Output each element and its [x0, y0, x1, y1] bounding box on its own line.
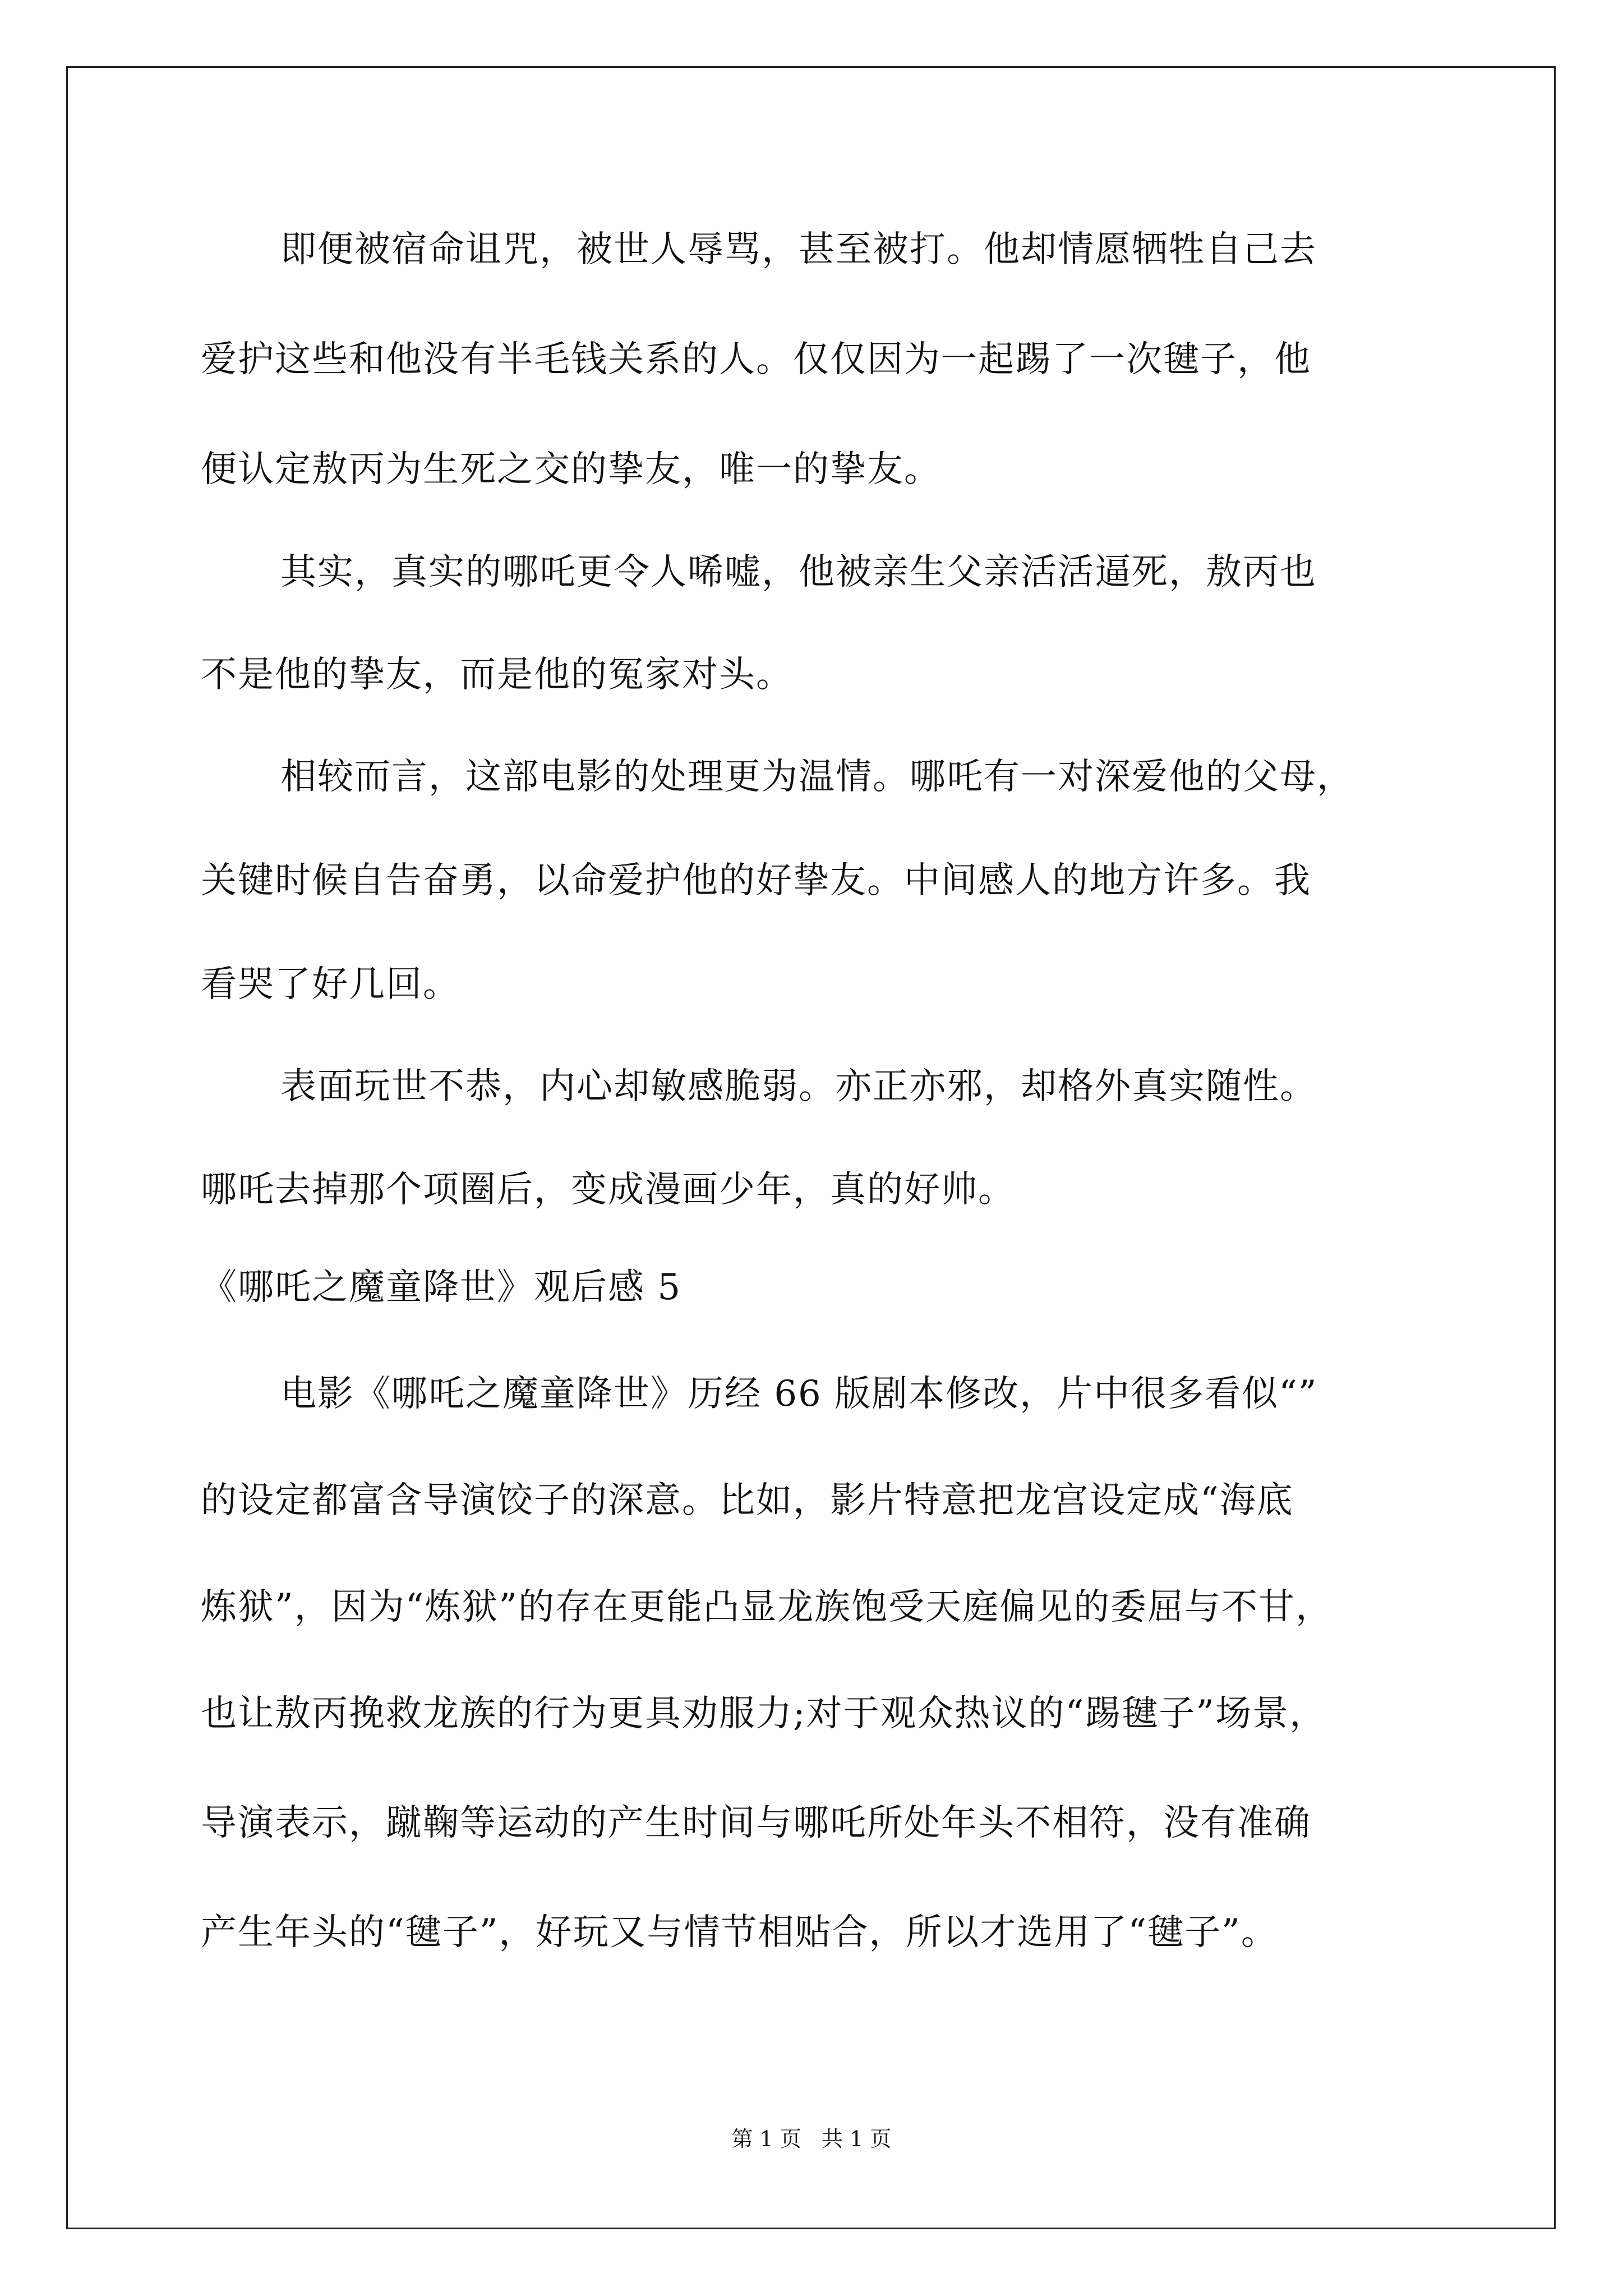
- text-line: 看哭了好几回。: [201, 964, 460, 1005]
- text-line: 爱护这些和他没有半毛钱关系的人。仅仅因为一起踢了一次毽子，他: [201, 339, 1311, 380]
- text-line: 相较而言，这部电影的处理更为温情。哪吒有一对深爱他的父母，: [280, 756, 1354, 798]
- page-border: [66, 66, 1556, 2229]
- text-line: 关键时候自告奋勇，以命爱护他的好挚友。中间感人的地方许多。我: [201, 860, 1311, 901]
- text-line: 即便被宿命诅咒，被世人辱骂，甚至被打。他却情愿牺牲自己去: [280, 229, 1317, 270]
- text-line: 的设定都富含导演饺子的深意。比如，影片特意把龙宫设定成“海底: [201, 1480, 1294, 1521]
- page-footer: 第 1 页 共 1 页: [731, 2127, 892, 2151]
- text-line: 不是他的挚友，而是他的冤家对头。: [201, 654, 793, 696]
- text-line: 导演表示，蹴鞠等运动的产生时间与哪吒所处年头不相符，没有准确: [201, 1802, 1311, 1844]
- text-line: 便认定敖丙为生死之交的挚友，唯一的挚友。: [201, 449, 941, 490]
- text-line: 电影《哪吒之魔童降世》历经 66 版剧本修改，片中很多看似“”: [280, 1373, 1318, 1415]
- text-line: 哪吒去掉那个项圈后，变成漫画少年，真的好帅。: [201, 1169, 1015, 1211]
- text-line: 表面玩世不恭，内心却敏感脆弱。亦正亦邪，却格外真实随性。: [280, 1066, 1317, 1107]
- section-heading: 《哪吒之魔童降世》观后感 5: [201, 1267, 682, 1308]
- text-line: 也让敖丙挽救龙族的行为更具劝服力;对于观众热议的“踢毽子”场景，: [201, 1693, 1326, 1734]
- text-line: 炼狱”，因为“炼狱”的存在更能凸显龙族饱受天庭偏见的委屈与不甘，: [201, 1586, 1333, 1628]
- text-line: 其实，真实的哪吒更令人唏嘘，他被亲生父亲活活逼死，敖丙也: [280, 551, 1317, 593]
- text-line: 产生年头的“毽子”，好玩又与情节相贴合，所以才选用了“毽子”。: [201, 1912, 1278, 1953]
